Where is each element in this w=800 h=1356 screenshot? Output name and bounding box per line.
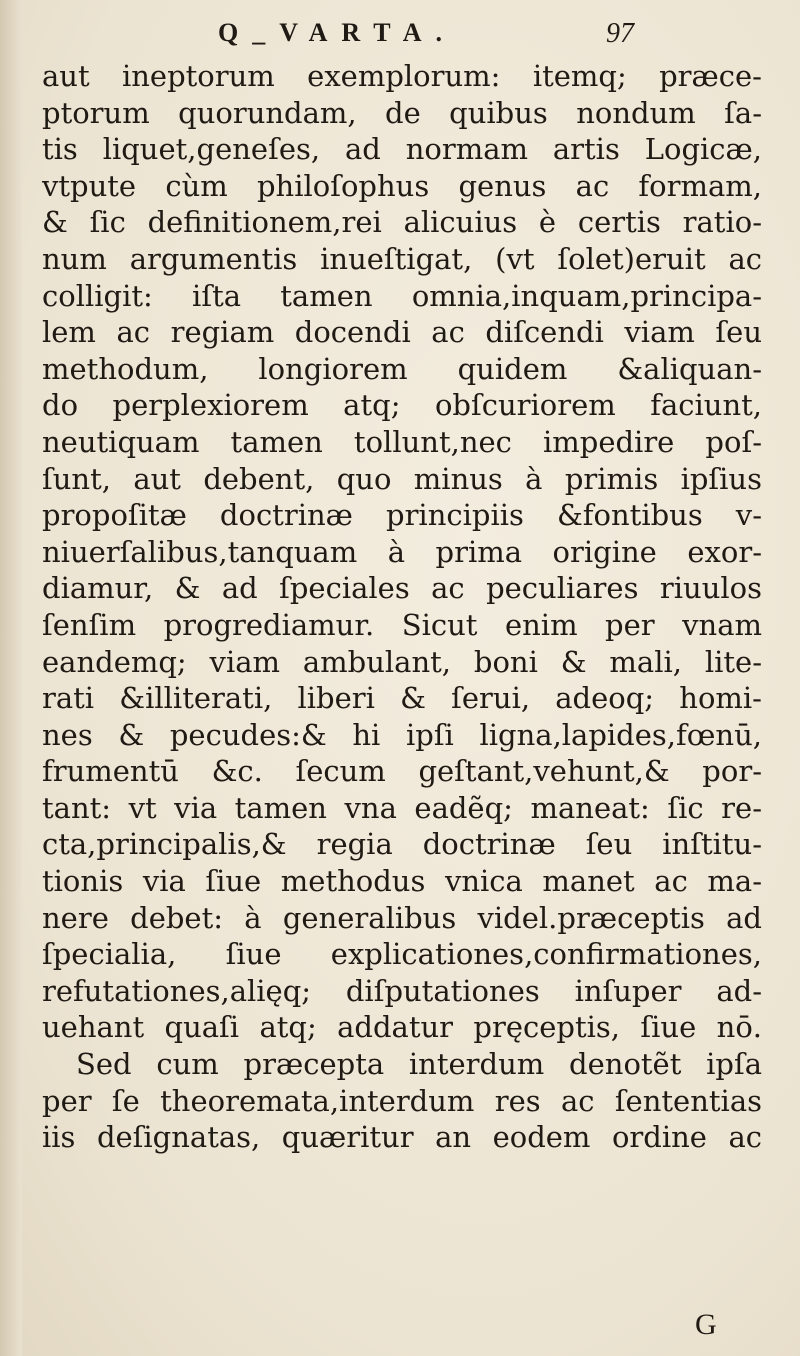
text-line: frumentū &c. ſecum geſtant,vehunt,& por- [42,754,762,789]
text-line: nes & pecudes:& hi ipſi ligna,lapides,fœnū, [42,717,762,752]
text-line: propoſitæ doctrinæ principiis &fontibus v- [42,498,762,533]
catchword: G [695,1308,717,1341]
text-line: Sed cum præcepta interdum denotẽt ipſa [76,1047,762,1082]
running-head: Q_VARTA. [218,18,456,47]
text-line: uehant quaſi atq; addatur pręceptis, ſiue nō. [42,1010,762,1045]
text-line: per ſe theoremata,interdum res ac ſententias [42,1083,762,1118]
text-line: ſenſim progrediamur. Sicut enim per vnam [42,607,762,642]
text-line: lem ac regiam docendi ac diſcendi viam ſeu [42,315,762,350]
text-line: niuerſalibus,tanquam à prima origine exor- [42,534,762,569]
text-line: vtpute cùm philoſophus genus ac formam, [42,168,762,203]
text-line: rati &illiterati, liberi & ſerui, adeoq; homi- [42,681,762,716]
text-line: methodum, longiorem quidem &aliquan- [42,351,762,386]
text-line: ptorum quorundam, de quibus nondum ſa- [42,95,762,130]
text-line: num argumentis inueſtigat, (vt ſolet)eruit ac [42,241,762,276]
text-line: do perplexiorem atq; obſcuriorem faciunt, [42,388,762,423]
text-line: tionis via ſiue methodus vnica manet ac ma- [42,864,762,899]
text-line: ſpecialia, ſiue explicationes,confirmationes, [42,937,762,972]
text-line: & ſic definitionem,rei alicuius è certis ratio- [42,205,762,240]
body-text [42,58,762,1156]
text-line: ſunt, aut debent, quo minus à primis ipſius [42,461,762,496]
text-line: aut ineptorum exemplorum: itemq; præce- [42,59,762,93]
text-line: neutiquam tamen tollunt,nec impedire poſ- [42,424,762,459]
page-header [0,14,800,54]
text-line: tis liquet,geneſes, ad normam artis Logicæ, [42,132,762,167]
text-line: eandemq; viam ambulant, boni & mali, lite- [42,644,762,679]
text-line: cta,principalis,& regia doctrinæ ſeu inſtitu- [42,827,762,862]
text-line: tant: vt via tamen vna eadẽq; maneat: ſic re- [42,790,762,825]
text-line: refutationes,alięq; diſputationes inſuper ad- [42,973,762,1008]
text-line: diamur, & ad ſpeciales ac peculiares riuulos [42,571,762,606]
text-line: colligit: iſta tamen omnia,inquam,principa- [42,278,762,313]
page-gutter [0,0,22,1356]
page-number: 97 [606,18,634,49]
text-line: iis deſignatas, quæritur an eodem ordine ac [42,1120,762,1155]
text-line: nere debet: à generalibus videl.præceptis ad [42,900,762,935]
